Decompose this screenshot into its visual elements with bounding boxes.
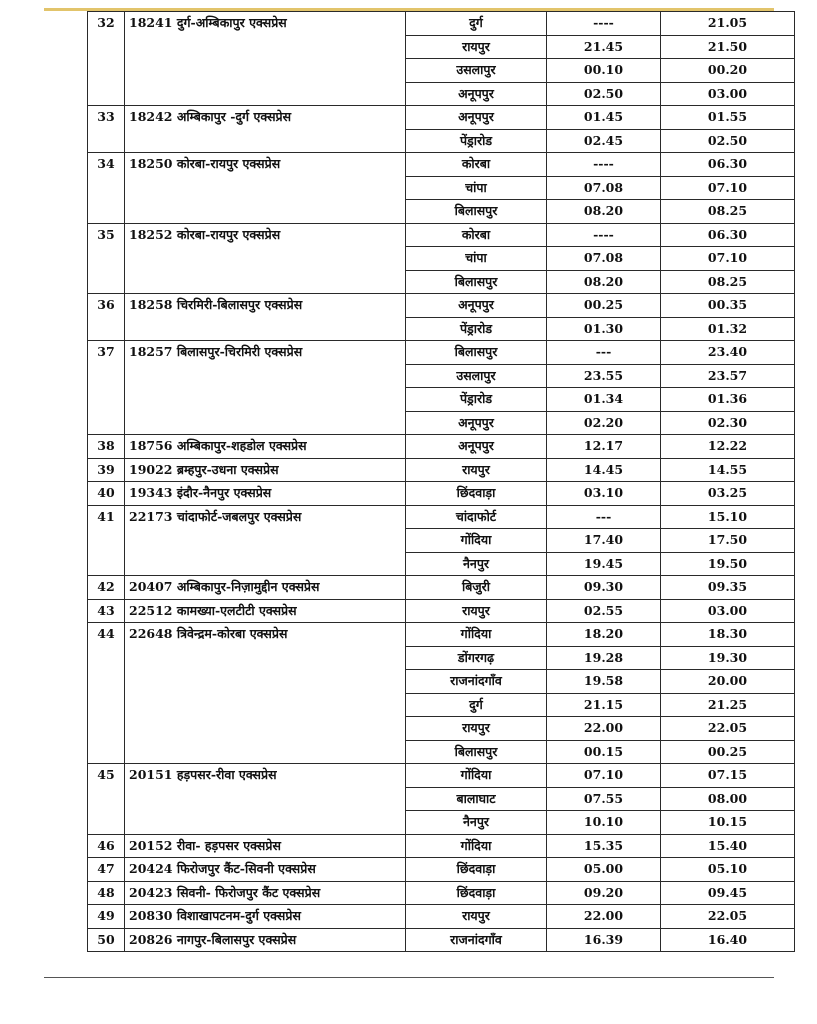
serial-number: 44: [88, 623, 125, 764]
departure-time: 01.55: [661, 106, 795, 130]
station-name: रायपुर: [406, 905, 547, 929]
serial-number: 42: [88, 576, 125, 600]
arrival-time: ----: [547, 153, 661, 177]
departure-time: 10.15: [661, 811, 795, 835]
table-row: [88, 858, 795, 882]
table-row: [88, 505, 795, 529]
station-name: डोंगरगढ़: [406, 646, 547, 670]
station-name: राजनांदगाँव: [406, 928, 547, 952]
station-name: गोंदिया: [406, 529, 547, 553]
arrival-time: 01.34: [547, 388, 661, 412]
arrival-time: ---: [547, 505, 661, 529]
station-name: चांपा: [406, 176, 547, 200]
arrival-time: 17.40: [547, 529, 661, 553]
departure-time: 06.30: [661, 153, 795, 177]
table-row: [88, 599, 795, 623]
station-name: गोंदिया: [406, 623, 547, 647]
train-name: 18258 चिरमिरी-बिलासपुर एक्सप्रेस: [125, 294, 406, 341]
train-name: 18250 कोरबा-रायपुर एक्सप्रेस: [125, 153, 406, 224]
station-name: उसलापुर: [406, 59, 547, 83]
arrival-time: 02.55: [547, 599, 661, 623]
departure-time: 20.00: [661, 670, 795, 694]
arrival-time: 07.10: [547, 764, 661, 788]
serial-number: 45: [88, 764, 125, 835]
departure-time: 08.25: [661, 270, 795, 294]
departure-time: 23.40: [661, 341, 795, 365]
arrival-time: 12.17: [547, 435, 661, 459]
train-name: 20830 विशाखापटनम-दुर्ग एक्सप्रेस: [125, 905, 406, 929]
train-name: 20151 हड़पसर-रीवा एक्सप्रेस: [125, 764, 406, 835]
station-name: बालाघाट: [406, 787, 547, 811]
arrival-time: 02.20: [547, 411, 661, 435]
table-row: [88, 153, 795, 177]
table-row: [88, 341, 795, 365]
table-row: [88, 223, 795, 247]
train-name: 20826 नागपुर-बिलासपुर एक्सप्रेस: [125, 928, 406, 952]
departure-time: 07.15: [661, 764, 795, 788]
station-name: नैनपुर: [406, 811, 547, 835]
serial-number: 43: [88, 599, 125, 623]
arrival-time: 07.55: [547, 787, 661, 811]
arrival-time: 19.45: [547, 552, 661, 576]
departure-time: 19.30: [661, 646, 795, 670]
station-name: पेंड्रारोड: [406, 317, 547, 341]
train-name: 22648 त्रिवेन्द्रम-कोरबा एक्सप्रेस: [125, 623, 406, 764]
serial-number: 40: [88, 482, 125, 506]
station-name: कोरबा: [406, 223, 547, 247]
arrival-time: 19.28: [547, 646, 661, 670]
arrival-time: 08.20: [547, 270, 661, 294]
arrival-time: 03.10: [547, 482, 661, 506]
train-name: 19343 इंदौर-नैनपुर एक्सप्रेस: [125, 482, 406, 506]
departure-time: 07.10: [661, 247, 795, 271]
train-name: 18756 अम्बिकापुर-शहडोल एक्सप्रेस: [125, 435, 406, 459]
arrival-time: 08.20: [547, 200, 661, 224]
station-name: रायपुर: [406, 458, 547, 482]
station-name: पेंड्रारोड: [406, 388, 547, 412]
arrival-time: 14.45: [547, 458, 661, 482]
arrival-time: 19.58: [547, 670, 661, 694]
departure-time: 19.50: [661, 552, 795, 576]
serial-number: 50: [88, 928, 125, 952]
station-name: छिंदवाड़ा: [406, 482, 547, 506]
train-name: 18242 अम्बिकापुर -दुर्ग एक्सप्रेस: [125, 106, 406, 153]
departure-time: 22.05: [661, 717, 795, 741]
station-name: अनूपपुर: [406, 411, 547, 435]
departure-time: 02.30: [661, 411, 795, 435]
arrival-time: 02.45: [547, 129, 661, 153]
serial-number: 41: [88, 505, 125, 576]
arrival-time: 00.10: [547, 59, 661, 83]
serial-number: 32: [88, 12, 125, 106]
station-name: रायपुर: [406, 717, 547, 741]
station-name: छिंदवाड़ा: [406, 881, 547, 905]
serial-number: 33: [88, 106, 125, 153]
arrival-time: 21.45: [547, 35, 661, 59]
departure-time: 18.30: [661, 623, 795, 647]
arrival-time: 22.00: [547, 905, 661, 929]
arrival-time: 16.39: [547, 928, 661, 952]
arrival-time: 18.20: [547, 623, 661, 647]
table-row: [88, 106, 795, 130]
table-row: [88, 834, 795, 858]
train-timetable: [87, 11, 795, 952]
train-name: 22173 चांदाफोर्ट-जबलपुर एक्सप्रेस: [125, 505, 406, 576]
serial-number: 48: [88, 881, 125, 905]
table-row: [88, 905, 795, 929]
station-name: गोंदिया: [406, 834, 547, 858]
departure-time: 00.20: [661, 59, 795, 83]
train-name: 18257 बिलासपुर-चिरमिरी एक्सप्रेस: [125, 341, 406, 435]
station-name: रायपुर: [406, 599, 547, 623]
serial-number: 39: [88, 458, 125, 482]
departure-time: 17.50: [661, 529, 795, 553]
serial-number: 49: [88, 905, 125, 929]
departure-time: 08.00: [661, 787, 795, 811]
departure-time: 00.35: [661, 294, 795, 318]
station-name: बिलासपुर: [406, 341, 547, 365]
serial-number: 35: [88, 223, 125, 294]
table-row: [88, 12, 795, 36]
station-name: अनूपपुर: [406, 106, 547, 130]
departure-time: 15.10: [661, 505, 795, 529]
departure-time: 09.45: [661, 881, 795, 905]
train-name: 20407 अम्बिकापुर-निज़ामुद्दीन एक्सप्रेस: [125, 576, 406, 600]
arrival-time: 15.35: [547, 834, 661, 858]
departure-time: 22.05: [661, 905, 795, 929]
station-name: गोंदिया: [406, 764, 547, 788]
arrival-time: ----: [547, 12, 661, 36]
top-border-line: [44, 0, 774, 11]
arrival-time: 01.45: [547, 106, 661, 130]
arrival-time: ----: [547, 223, 661, 247]
departure-time: 03.25: [661, 482, 795, 506]
timetable-body: [88, 12, 795, 952]
departure-time: 14.55: [661, 458, 795, 482]
table-row: [88, 294, 795, 318]
serial-number: 37: [88, 341, 125, 435]
serial-number: 38: [88, 435, 125, 459]
departure-time: 02.50: [661, 129, 795, 153]
arrival-time: 07.08: [547, 247, 661, 271]
station-name: अनूपपुर: [406, 435, 547, 459]
arrival-time: 22.00: [547, 717, 661, 741]
departure-time: 01.32: [661, 317, 795, 341]
serial-number: 34: [88, 153, 125, 224]
departure-time: 05.10: [661, 858, 795, 882]
table-row: [88, 623, 795, 647]
table-row: [88, 928, 795, 952]
departure-time: 12.22: [661, 435, 795, 459]
train-name: 20152 रीवा- हड़पसर एक्सप्रेस: [125, 834, 406, 858]
station-name: बिजुरी: [406, 576, 547, 600]
train-name: 19022 ब्रम्हपुर-उधना एक्सप्रेस: [125, 458, 406, 482]
arrival-time: 02.50: [547, 82, 661, 106]
station-name: बिलासपुर: [406, 270, 547, 294]
station-name: बिलासपुर: [406, 740, 547, 764]
departure-time: 00.25: [661, 740, 795, 764]
train-name: 18241 दुर्ग-अम्बिकापुर एक्सप्रेस: [125, 12, 406, 106]
departure-time: 03.00: [661, 599, 795, 623]
departure-time: 07.10: [661, 176, 795, 200]
arrival-time: 01.30: [547, 317, 661, 341]
arrival-time: 00.25: [547, 294, 661, 318]
arrival-time: 07.08: [547, 176, 661, 200]
train-name: 20423 सिवनी- फिरोजपुर कैंट एक्सप्रेस: [125, 881, 406, 905]
station-name: रायपुर: [406, 35, 547, 59]
arrival-time: ---: [547, 341, 661, 365]
departure-time: 01.36: [661, 388, 795, 412]
arrival-time: 09.30: [547, 576, 661, 600]
departure-time: 15.40: [661, 834, 795, 858]
train-name: 18252 कोरबा-रायपुर एक्सप्रेस: [125, 223, 406, 294]
departure-time: 21.25: [661, 693, 795, 717]
table-row: [88, 764, 795, 788]
station-name: छिंदवाड़ा: [406, 858, 547, 882]
arrival-time: 10.10: [547, 811, 661, 835]
departure-time: 21.05: [661, 12, 795, 36]
station-name: कोरबा: [406, 153, 547, 177]
departure-time: 06.30: [661, 223, 795, 247]
serial-number: 47: [88, 858, 125, 882]
arrival-time: 23.55: [547, 364, 661, 388]
station-name: पेंड्रारोड: [406, 129, 547, 153]
train-name: 22512 कामख्या-एलटीटी एक्सप्रेस: [125, 599, 406, 623]
table-row: [88, 482, 795, 506]
station-name: उसलापुर: [406, 364, 547, 388]
serial-number: 46: [88, 834, 125, 858]
departure-time: 23.57: [661, 364, 795, 388]
station-name: राजनांदगाँव: [406, 670, 547, 694]
departure-time: 09.35: [661, 576, 795, 600]
station-name: चांपा: [406, 247, 547, 271]
arrival-time: 05.00: [547, 858, 661, 882]
arrival-time: 09.20: [547, 881, 661, 905]
table-row: [88, 435, 795, 459]
station-name: बिलासपुर: [406, 200, 547, 224]
station-name: अनूपपुर: [406, 294, 547, 318]
departure-time: 08.25: [661, 200, 795, 224]
station-name: अनूपपुर: [406, 82, 547, 106]
train-name: 20424 फिरोजपुर कैंट-सिवनी एक्सप्रेस: [125, 858, 406, 882]
departure-time: 21.50: [661, 35, 795, 59]
departure-time: 16.40: [661, 928, 795, 952]
station-name: दुर्ग: [406, 12, 547, 36]
table-row: [88, 576, 795, 600]
table-row: [88, 881, 795, 905]
departure-time: 03.00: [661, 82, 795, 106]
station-name: चांदाफोर्ट: [406, 505, 547, 529]
arrival-time: 21.15: [547, 693, 661, 717]
arrival-time: 00.15: [547, 740, 661, 764]
station-name: नैनपुर: [406, 552, 547, 576]
table-row: [88, 458, 795, 482]
station-name: दुर्ग: [406, 693, 547, 717]
bottom-divider: [44, 977, 774, 978]
serial-number: 36: [88, 294, 125, 341]
